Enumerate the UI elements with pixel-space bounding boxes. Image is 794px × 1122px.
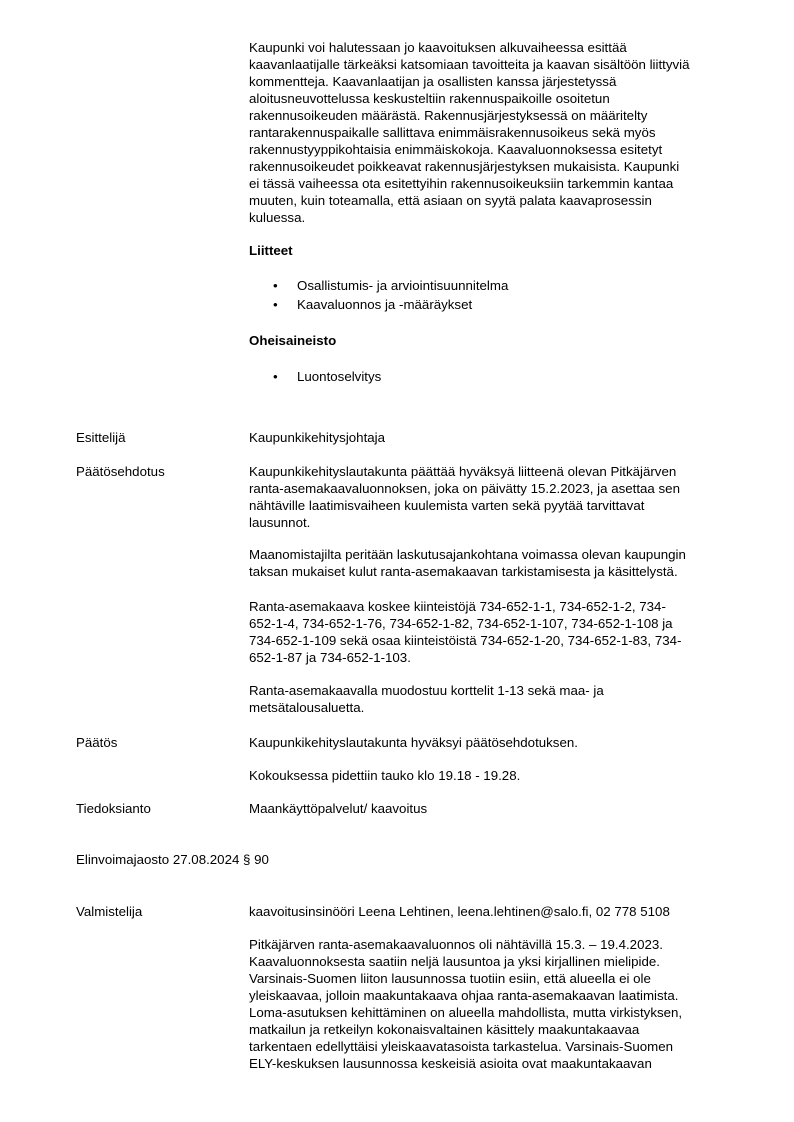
bullet-icon: • — [273, 278, 278, 293]
section-title: Elinvoimajaosto 27.08.2024 § 90 — [76, 852, 269, 867]
text-line: kommentteja. Kaavanlaatijan ja osallisten kanssa järjestetyssä — [249, 74, 617, 89]
text-line: aloitusneuvottelussa keskusteltiin rakennuspaikoille osoitetun — [249, 91, 610, 106]
text-line: Ranta-asemakaavalla muodostuu korttelit 1-13 sekä maa- ja — [249, 683, 604, 698]
text-line: metsätalousaluetta. — [249, 700, 365, 715]
text-line: tarkentaen edellyttäisi yleiskaavatasoista tarkastelua. Varsinais-Suomen — [249, 1039, 673, 1054]
text-line: nähtäville laatimisvaiheen kuulemista varten sekä pyytää tarvittavat — [249, 498, 645, 513]
text-line: muuten, kuin toteamalla, että asiaan on syytä palata kaavaprosessin — [249, 193, 652, 208]
text-line: 734-652-1-109 sekä osaa kiinteistöistä 734-652-1-20, 734-652-1-83, 734- — [249, 633, 682, 648]
text-line: rakennusoikeuden määrästä. Rakennusjärjestyksessä on määritelty — [249, 108, 648, 123]
presenter-value: Kaupunkikehitysjohtaja — [249, 430, 386, 445]
text-line: 652-1-87 ja 734-652-1-103. — [249, 650, 411, 665]
text-line: lausunnot. — [249, 515, 311, 530]
list-item — [249, 296, 737, 315]
bullet-icon: • — [273, 369, 278, 384]
text-line: Kaupunki voi halutessaan jo kaavoituksen alkuvaiheessa esittää — [249, 40, 627, 55]
proposal-paragraph-3 — [249, 598, 737, 666]
notification-label: Tiedoksianto — [76, 801, 151, 816]
attachment-label: Kaavaluonnos ja -määräykset — [297, 297, 473, 312]
text-line: 652-1-4, 734-652-1-76, 734-652-1-82, 734-652-1-107, 734-652-1-108 ja — [249, 616, 673, 631]
proposal-paragraph-2 — [249, 546, 737, 580]
text-line: rakennustyyppikohtaisia enimmäiskokoja. Kaavaluonnoksessa esitetyt — [249, 142, 663, 157]
text-line: Ranta-asemakaava koskee kiinteistöjä 734-652-1-1, 734-652-1-2, 734- — [249, 599, 666, 614]
text-line: Kaavaluonnoksesta saatiin neljä lausuntoa ja yksi kirjallinen mielipide. — [249, 954, 660, 969]
supplementary-label: Luontoselvitys — [297, 369, 382, 384]
text-line: Pitkäjärven ranta-asemakaavaluonnos oli nähtävillä 15.3. – 19.4.2023. — [249, 937, 663, 952]
text-line: ranta-asemakaavaluonnoksen, joka on päivätty 15.2.2023, ja asettaa sen — [249, 481, 680, 496]
list-item — [249, 368, 737, 387]
proposal-paragraph-1 — [249, 463, 737, 531]
proposal-paragraph-4 — [249, 682, 737, 716]
preparer-value: kaavoitusinsinööri Leena Lehtinen, leena.lehtinen@salo.fi, 02 778 5108 — [249, 904, 670, 919]
supplementary-heading: Oheisaineisto — [249, 333, 337, 348]
supplementary-list — [249, 368, 737, 387]
decision-label: Päätös — [76, 735, 118, 750]
text-line: taksan mukaiset kulut ranta-asemakaavan tarkistamisesta ja käsittelystä. — [249, 564, 678, 579]
text-line: Kaupunkikehityslautakunta päättää hyväksyä liitteenä olevan Pitkäjärven — [249, 464, 677, 479]
text-line: rantarakennuspaikalle sallittava enimmäisrakennusoikeus sekä myös — [249, 125, 656, 140]
presenter-label: Esittelijä — [76, 430, 126, 445]
decision-break-note: Kokouksessa pidettiin tauko klo 19.18 - 19.28. — [249, 768, 521, 783]
text-line: ELY-keskuksen lausunnossa keskeisiä asioita ovat maakuntakaavan — [249, 1056, 652, 1071]
text-line: yleiskaavaa, jolloin maakuntakaava ohjaa ranta-asemakaavan laatimista. — [249, 988, 679, 1003]
intro-paragraph — [249, 39, 737, 226]
attachments-heading: Liitteet — [249, 243, 293, 258]
text-line: Varsinais-Suomen liiton lausunnossa tuotiin esiin, että alueella ei ole — [249, 971, 651, 986]
text-line: Loma-asutuksen kehittäminen on alueella mahdollista, mutta virkistyksen, — [249, 1005, 683, 1020]
preparer-paragraph — [249, 936, 737, 1072]
attachment-label: Osallistumis- ja arviointisuunnitelma — [297, 278, 509, 293]
text-line: matkailun ja retkeilyn kokonaisvaltainen käsittely maakuntakaavaa — [249, 1022, 640, 1037]
attachments-list — [249, 277, 737, 315]
text-line: kaavanlaatijalle tärkeäksi katsomiaan tavoitteita ja kaavan sisältöön liittyviä — [249, 57, 690, 72]
text-line: ei tässä vaiheessa ota esitettyihin rakennusoikeuksiin tarkemmin kantaa — [249, 176, 674, 191]
preparer-label: Valmistelija — [76, 904, 143, 919]
list-item — [249, 277, 737, 296]
text-line: kuluessa. — [249, 210, 306, 225]
proposal-label: Päätösehdotus — [76, 464, 165, 479]
text-line: Maanomistajilta peritään laskutusajankohtana voimassa olevan kaupungin — [249, 547, 686, 562]
bullet-icon: • — [273, 297, 278, 312]
text-line: rakennusoikeudet poikkeavat rakennusjärjestyksen mukaisista. Kaupunki — [249, 159, 680, 174]
decision-text: Kaupunkikehityslautakunta hyväksyi päätösehdotuksen. — [249, 735, 578, 750]
notification-value: Maankäyttöpalvelut/ kaavoitus — [249, 801, 428, 816]
